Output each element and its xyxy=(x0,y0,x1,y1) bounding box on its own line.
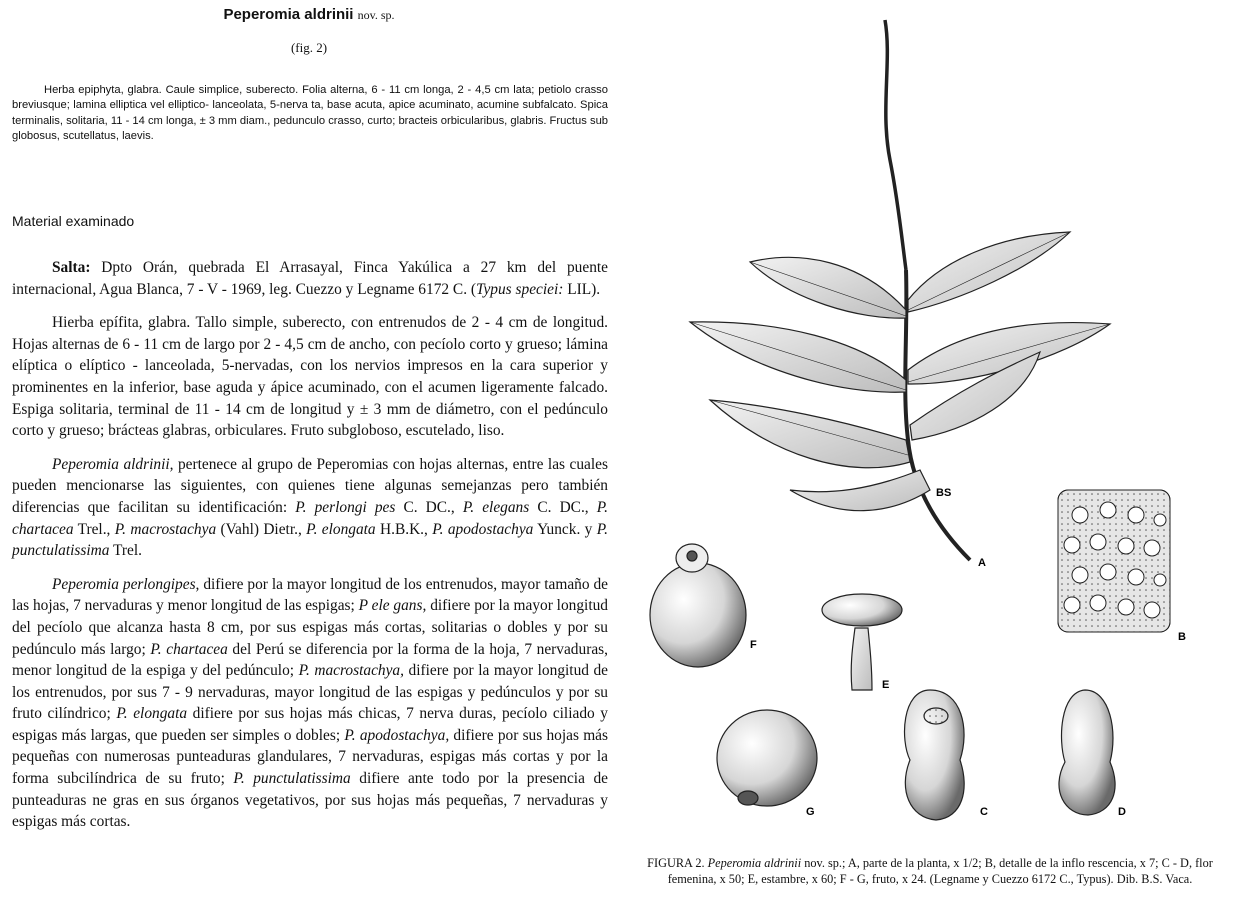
inflorescence-detail xyxy=(1058,490,1170,632)
spanish-body xyxy=(12,257,608,845)
latin-paragraph: Herba epiphyta, glabra. Caule simplice, suberecto. Folia alterna, 6 - 11 cm longa, 2 - 4,5 cm lata; petiolo crasso breviusque; lamina elliptica vel elliptico- lanceolata, 5-nerva ta, base acuta, apice acuminato, acumine subfalcato. Spica terminalis, solitaria, 11 - 14 cm longa, ± 3 mm diam., pedunculo crasso, curto; bracteis orbicularibus, glabris. Fructus sub globosus, scutellatus, laevis. xyxy=(12,84,609,143)
spike xyxy=(885,20,906,270)
botanical-illustration xyxy=(640,0,1240,918)
label-g: G xyxy=(806,806,815,818)
species-title xyxy=(10,6,608,23)
leaf xyxy=(710,400,910,468)
figure-caption: FIGURA 2. Peperomia aldrinii nov. sp.; A, parte de la planta, x 1/2; B, detalle de la inflo rescencia, x 7; C - D, flor femenina, x 50; E, estambre, x 60; F - G, fruto, x 24. (Legname y Cuezzo 6172 C., Typus). Dib. B.S. Vaca. xyxy=(647,856,1213,886)
latin-description xyxy=(12,83,608,145)
leaf xyxy=(750,257,906,318)
paragraph-group: Peperomia aldrinii, pertenece al grupo de Peperomias con hojas alternas, entre las cuales pueden mencionarse las siguientes, con quienes tiene algunas semejanzas pero también diferencias que facilitan su identificación: P. perlongi pes C. DC., P. elegans C. DC., P. chartacea Trel., P. macrostachya (Vahl) Dietr., P. elongata H.B.K., P. apodostachya Yunck. y P. punctulatissima Trel. xyxy=(12,455,609,560)
label-f: F xyxy=(750,639,757,651)
plant-sprig xyxy=(690,20,1110,560)
label-a: A xyxy=(978,557,986,569)
paragraph-description: Hierba epífita, glabra. Tallo simple, suberecto, con entrenudos de 2 - 4 cm de longitud. Hojas alternas de 6 - 11 cm de largo por 2 - 4,5 cm de ancho, con pecíolo corto y grueso; lámina elíptica o elíptico - lanceolada, 5-nervadas, con los nervios impresos en la cara superior y prominentes en la inferior, base aguda y ápice acuminado, con el acumen ligeramente falcado. Espiga solitaria, terminal de 11 - 14 cm de longitud y ± 3 mm de diámetro, con el pedúnculo corto y grueso; brácteas glabras, orbiculares. Fruto subgloboso, escutelado, liso. xyxy=(12,314,608,440)
label-b: B xyxy=(1178,631,1186,643)
label-d: D xyxy=(1118,806,1126,818)
fruit-g xyxy=(717,710,817,806)
leaf xyxy=(790,470,930,511)
paragraph-locality: Salta: Dpto Orán, quebrada El Arrasayal, Finca Yakúlica a 27 km del puente internacional, Agua Blanca, 7 - V - 1969, leg. Cuezzo y Legname 6172 C. (Typus speciei: LIL). xyxy=(12,259,608,298)
flower-d xyxy=(1059,690,1115,815)
figure-reference: (fig. 2) xyxy=(290,40,328,55)
species-suffix: nov. sp. xyxy=(357,8,395,22)
stamen-e xyxy=(822,594,902,690)
flower-c xyxy=(905,690,965,820)
fruit-f xyxy=(650,544,746,667)
label-signature: BS xyxy=(936,487,952,499)
label-c: C xyxy=(980,806,988,818)
paragraph-differences: Peperomia perlongipes, difiere por la mayor longitud de los entrenudos, mayor tamaño de las hojas, 7 nervaduras y menor longitud de las espigas; P ele gans, difiere por la mayor longitud del pecíolo que alcanza hasta 8 cm, por sus espigas más cortas, solitarias o dobles y por su pedúnculo más largo; P. chartacea del Perú se diferencia por la forma de la hoja, 7 nervaduras, menor longitud de la espiga y del pedúnculo; P. macrostachya, difiere por la mayor longitud de los entrenudos, por sus 7 - 9 nervaduras, mayor longitud de las espigas y pedúnculos y por su fruto cilíndrico; P. elongata difiere por sus hojas más chicas, 7 nerva duras, pecíolo ciliado y espigas más largas, que pueden ser simples o dobles; P. apodostachya, difiere por sus hojas más pequeñas con numerosas punteaduras glandulares, 7 nervaduras, espigas más cortas y por la forma subcilíndrica de su fruto; P. punctulatissima difiere ante todo por la presencia de punteaduras ne gras en sus órganos vegetativos, por sus hojas más pequeñas, 7 nervaduras y espigas más cortas. xyxy=(12,575,608,831)
section-heading: Material examinado xyxy=(12,213,135,229)
species-name: Peperomia aldrinii xyxy=(223,6,354,23)
label-e: E xyxy=(882,679,890,691)
